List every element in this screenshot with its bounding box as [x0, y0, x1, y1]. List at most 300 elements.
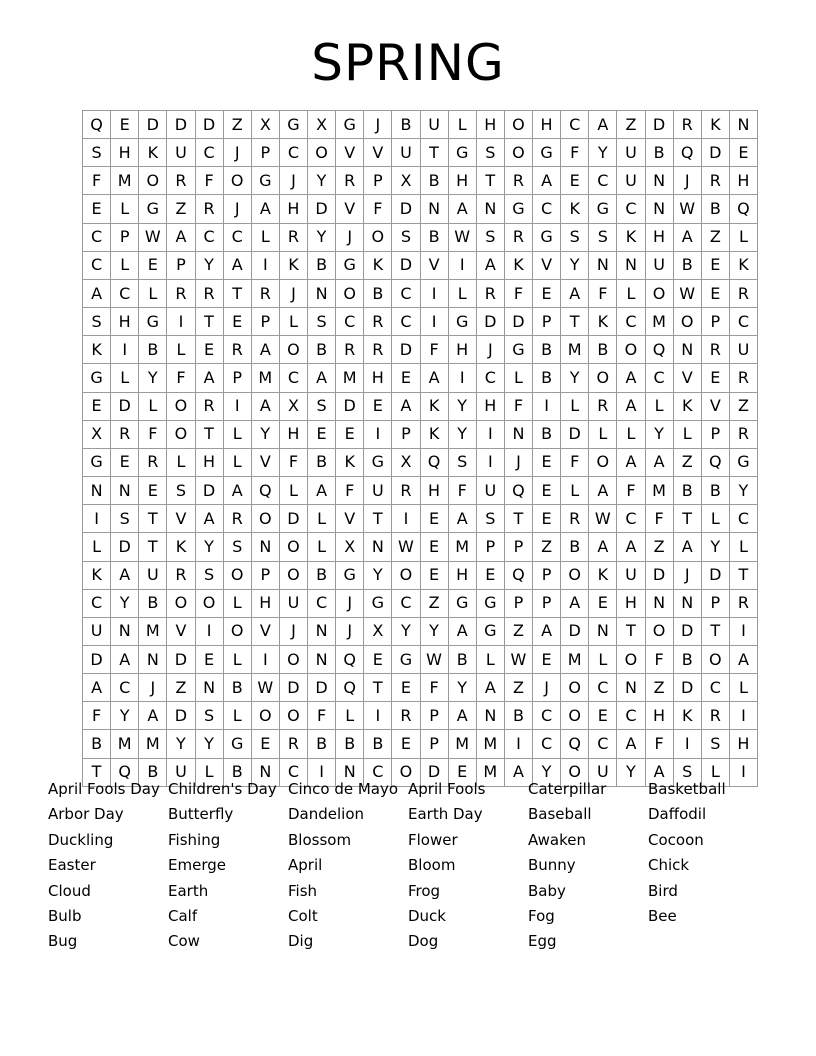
word-list-item: Daffodil [648, 805, 707, 824]
grid-cell: D [561, 420, 589, 448]
grid-cell: F [139, 420, 167, 448]
grid-cell: Q [83, 111, 111, 139]
grid-cell: R [701, 167, 729, 195]
grid-cell: Y [392, 617, 420, 645]
grid-cell: R [729, 279, 757, 307]
grid-cell: V [673, 364, 701, 392]
grid-cell: O [167, 392, 195, 420]
grid-cell: C [111, 674, 139, 702]
grid-cell: S [195, 702, 223, 730]
grid-cell: U [645, 251, 673, 279]
grid-cell: C [533, 702, 561, 730]
grid-cell: F [448, 477, 476, 505]
grid-cell: R [504, 223, 532, 251]
grid-cell: Y [308, 223, 336, 251]
grid-cell: C [279, 758, 307, 786]
grid-cell: A [617, 364, 645, 392]
grid-cell: R [279, 223, 307, 251]
grid-cell: N [589, 617, 617, 645]
grid-cell: N [308, 279, 336, 307]
grid-cell: B [308, 730, 336, 758]
grid-cell: E [392, 730, 420, 758]
grid-cell: N [617, 251, 645, 279]
grid-cell: X [364, 617, 392, 645]
grid-cell: V [167, 505, 195, 533]
grid-cell: O [561, 674, 589, 702]
grid-cell: B [139, 336, 167, 364]
grid-cell: U [279, 589, 307, 617]
grid-cell: R [223, 336, 251, 364]
grid-cell: D [645, 111, 673, 139]
grid-cell: F [645, 645, 673, 673]
grid-cell: I [83, 505, 111, 533]
word-list-item: Frog [408, 881, 441, 900]
grid-cell: L [195, 758, 223, 786]
grid-cell: O [336, 279, 364, 307]
word-list-item: Duckling [48, 830, 114, 849]
grid-cell: P [504, 589, 532, 617]
grid-cell: C [111, 279, 139, 307]
grid-cell: Y [729, 477, 757, 505]
grid-cell: O [392, 561, 420, 589]
grid-cell: R [729, 589, 757, 617]
word-list-item: Arbor Day [48, 805, 124, 824]
grid-cell: E [364, 645, 392, 673]
grid-cell: H [448, 336, 476, 364]
grid-cell: O [223, 167, 251, 195]
grid-cell: H [476, 111, 504, 139]
grid-cell: N [111, 617, 139, 645]
grid-cell: Y [420, 617, 448, 645]
grid-cell: T [617, 617, 645, 645]
grid-cell: B [533, 420, 561, 448]
grid-cell: C [392, 279, 420, 307]
grid-cell: U [167, 758, 195, 786]
grid-cell: J [673, 561, 701, 589]
grid-cell: C [701, 674, 729, 702]
grid-cell: T [504, 505, 532, 533]
grid-cell: E [420, 533, 448, 561]
grid-cell: V [167, 617, 195, 645]
grid-cell: J [336, 223, 364, 251]
grid-cell: Z [167, 195, 195, 223]
grid-cell: E [729, 139, 757, 167]
grid-cell: L [83, 533, 111, 561]
word-list-item: Flower [408, 830, 458, 849]
grid-cell: B [392, 111, 420, 139]
grid-cell: F [420, 336, 448, 364]
grid-cell: P [251, 139, 279, 167]
grid-cell: O [308, 139, 336, 167]
grid-cell: L [701, 758, 729, 786]
grid-cell: D [195, 477, 223, 505]
grid-cell: R [364, 308, 392, 336]
grid-cell: U [729, 336, 757, 364]
grid-cell: O [195, 589, 223, 617]
grid-cell: C [617, 308, 645, 336]
grid-cell: H [645, 702, 673, 730]
grid-cell: Y [111, 589, 139, 617]
grid-cell: N [589, 251, 617, 279]
grid-cell: M [336, 364, 364, 392]
grid-cell: R [251, 279, 279, 307]
grid-cell: A [251, 195, 279, 223]
grid-cell: I [729, 758, 757, 786]
grid-cell: S [476, 139, 504, 167]
grid-cell: L [589, 645, 617, 673]
grid-cell: B [673, 645, 701, 673]
grid-cell: G [279, 111, 307, 139]
grid-cell: B [701, 195, 729, 223]
grid-cell: A [645, 448, 673, 476]
grid-cell: A [476, 674, 504, 702]
grid-cell: U [139, 561, 167, 589]
grid-cell: H [533, 111, 561, 139]
grid-cell: B [223, 674, 251, 702]
grid-cell: B [223, 758, 251, 786]
grid-cell: R [336, 167, 364, 195]
grid-cell: S [448, 448, 476, 476]
grid-cell: F [645, 505, 673, 533]
grid-cell: J [139, 674, 167, 702]
grid-cell: R [195, 279, 223, 307]
grid-cell: A [448, 702, 476, 730]
grid-row [83, 561, 758, 589]
grid-cell: L [223, 589, 251, 617]
grid-cell: F [279, 448, 307, 476]
grid-cell: W [448, 223, 476, 251]
grid-cell: D [167, 645, 195, 673]
grid-cell: S [83, 308, 111, 336]
grid-cell: E [139, 251, 167, 279]
grid-cell: I [673, 730, 701, 758]
grid-cell: O [504, 111, 532, 139]
grid-row [83, 533, 758, 561]
grid-cell: S [308, 308, 336, 336]
grid-cell: V [251, 617, 279, 645]
grid-cell: E [223, 308, 251, 336]
grid-cell: W [139, 223, 167, 251]
grid-cell: J [673, 167, 701, 195]
grid-cell: B [308, 448, 336, 476]
grid-cell: O [561, 758, 589, 786]
grid-cell: O [167, 420, 195, 448]
grid-cell: W [673, 195, 701, 223]
grid-cell: A [195, 364, 223, 392]
grid-cell: C [561, 111, 589, 139]
grid-cell: O [589, 448, 617, 476]
grid-row [83, 448, 758, 476]
grid-cell: A [729, 645, 757, 673]
grid-cell: O [279, 702, 307, 730]
grid-cell: O [223, 561, 251, 589]
grid-cell: D [111, 392, 139, 420]
word-list-item: April Fools Day [48, 780, 160, 798]
grid-cell: S [673, 758, 701, 786]
grid-cell: Q [561, 730, 589, 758]
grid-cell: C [589, 167, 617, 195]
grid-cell: X [392, 448, 420, 476]
grid-row [83, 167, 758, 195]
grid-cell: Z [504, 674, 532, 702]
grid-cell: E [364, 392, 392, 420]
grid-cell: K [589, 308, 617, 336]
grid-cell: L [251, 223, 279, 251]
grid-cell: V [420, 251, 448, 279]
grid-cell: E [561, 167, 589, 195]
grid-cell: L [729, 533, 757, 561]
grid-cell: A [673, 223, 701, 251]
grid-cell: L [223, 448, 251, 476]
grid-cell: L [561, 477, 589, 505]
grid-cell: T [420, 139, 448, 167]
grid-cell: C [617, 195, 645, 223]
grid-row [83, 702, 758, 730]
grid-cell: R [701, 702, 729, 730]
grid-cell: K [83, 336, 111, 364]
grid-cell: H [645, 223, 673, 251]
grid-cell: X [251, 111, 279, 139]
grid-cell: V [701, 392, 729, 420]
grid-cell: M [251, 364, 279, 392]
grid-cell: B [139, 589, 167, 617]
grid-cell: A [139, 702, 167, 730]
grid-cell: O [279, 533, 307, 561]
grid-cell: B [336, 730, 364, 758]
grid-cell: M [476, 730, 504, 758]
grid-cell: B [308, 336, 336, 364]
grid-cell: N [420, 195, 448, 223]
grid-cell: P [364, 167, 392, 195]
grid-cell: U [617, 139, 645, 167]
grid-cell: A [251, 336, 279, 364]
grid-cell: T [364, 505, 392, 533]
grid-cell: A [223, 477, 251, 505]
grid-cell: X [336, 533, 364, 561]
grid-cell: K [561, 195, 589, 223]
grid-cell: D [701, 561, 729, 589]
grid-cell: J [279, 167, 307, 195]
grid-cell: O [589, 364, 617, 392]
grid-cell: A [308, 477, 336, 505]
grid-cell: G [139, 195, 167, 223]
grid-cell: D [139, 111, 167, 139]
grid-cell: A [589, 111, 617, 139]
grid-cell: A [476, 251, 504, 279]
grid-cell: F [589, 279, 617, 307]
word-list-item: Baby [528, 881, 566, 900]
word-list-item: Cow [168, 932, 200, 951]
grid-cell: G [251, 167, 279, 195]
grid-row [83, 505, 758, 533]
grid-cell: E [83, 195, 111, 223]
grid-cell: A [251, 392, 279, 420]
grid-cell: M [645, 308, 673, 336]
grid-cell: E [420, 561, 448, 589]
grid-cell: J [336, 617, 364, 645]
grid-cell: C [589, 730, 617, 758]
grid-cell: N [139, 645, 167, 673]
grid-cell: L [617, 279, 645, 307]
grid-cell: M [111, 167, 139, 195]
grid-cell: P [111, 223, 139, 251]
grid-cell: J [279, 279, 307, 307]
grid-cell: N [645, 167, 673, 195]
grid-cell: G [448, 589, 476, 617]
grid-cell: X [83, 420, 111, 448]
grid-cell: I [533, 392, 561, 420]
word-search-grid [82, 110, 758, 787]
grid-cell: T [729, 561, 757, 589]
grid-cell: B [701, 477, 729, 505]
word-list-item: Bug [48, 932, 78, 951]
grid-cell: E [251, 730, 279, 758]
word-list-item: Children's Day [168, 780, 277, 798]
grid-cell: K [504, 251, 532, 279]
grid-cell: A [561, 279, 589, 307]
grid-cell: N [251, 758, 279, 786]
grid-row [83, 392, 758, 420]
grid-cell: D [167, 702, 195, 730]
grid-cell: O [561, 702, 589, 730]
grid-cell: E [392, 674, 420, 702]
grid-cell: C [617, 505, 645, 533]
grid-cell: C [729, 505, 757, 533]
grid-cell: A [111, 561, 139, 589]
grid-row [83, 336, 758, 364]
grid-cell: O [167, 589, 195, 617]
grid-cell: K [673, 392, 701, 420]
grid-cell: I [251, 645, 279, 673]
grid-cell: N [645, 195, 673, 223]
grid-cell: U [589, 758, 617, 786]
grid-cell: K [673, 702, 701, 730]
grid-cell: B [561, 533, 589, 561]
grid-cell: L [279, 308, 307, 336]
grid-cell: Z [223, 111, 251, 139]
grid-cell: G [533, 139, 561, 167]
grid-cell: G [504, 195, 532, 223]
grid-cell: Z [167, 674, 195, 702]
grid-cell: E [533, 505, 561, 533]
grid-cell: L [336, 702, 364, 730]
grid-cell: L [139, 392, 167, 420]
grid-cell: O [617, 645, 645, 673]
grid-cell: Y [533, 758, 561, 786]
grid-cell: P [251, 561, 279, 589]
grid-cell: I [251, 251, 279, 279]
grid-cell: C [589, 674, 617, 702]
grid-cell: Q [420, 448, 448, 476]
grid-cell: D [308, 674, 336, 702]
grid-cell: D [392, 251, 420, 279]
grid-cell: M [111, 730, 139, 758]
grid-cell: E [533, 645, 561, 673]
grid-cell: F [195, 167, 223, 195]
grid-cell: R [476, 279, 504, 307]
grid-cell: C [83, 223, 111, 251]
word-list-item: Cocoon [648, 830, 704, 849]
grid-cell: C [729, 308, 757, 336]
grid-cell: I [195, 617, 223, 645]
grid-cell: F [617, 477, 645, 505]
grid-cell: K [279, 251, 307, 279]
grid-cell: T [139, 505, 167, 533]
word-list-item: Dig [288, 932, 314, 951]
grid-cell: N [83, 477, 111, 505]
grid-cell: J [533, 674, 561, 702]
word-list-item: Emerge [168, 856, 226, 875]
grid-cell: T [139, 533, 167, 561]
grid-cell: U [420, 111, 448, 139]
grid-cell: Z [533, 533, 561, 561]
grid-cell: R [729, 364, 757, 392]
grid-cell: E [533, 279, 561, 307]
grid-cell: G [448, 139, 476, 167]
grid-cell: A [83, 674, 111, 702]
word-list-item: April Fools [408, 780, 486, 798]
grid-cell: L [448, 279, 476, 307]
word-list-item: Blossom [288, 830, 352, 849]
grid-cell: Q [504, 477, 532, 505]
grid-cell: U [617, 167, 645, 195]
word-list-item: Dog [408, 932, 439, 951]
grid-cell: K [729, 251, 757, 279]
grid-cell: G [336, 251, 364, 279]
grid-cell: O [279, 561, 307, 589]
grid-cell: T [364, 674, 392, 702]
grid-cell: A [504, 758, 532, 786]
grid-cell: H [448, 167, 476, 195]
grid-cell: Z [420, 589, 448, 617]
grid-cell: L [448, 111, 476, 139]
grid-cell: Y [195, 251, 223, 279]
word-list-item: Fishing [168, 830, 221, 849]
grid-cell: D [673, 617, 701, 645]
grid-cell: V [251, 448, 279, 476]
grid-cell: D [645, 561, 673, 589]
word-list-item: Chick [648, 856, 690, 875]
grid-cell: N [364, 533, 392, 561]
grid-cell: E [111, 111, 139, 139]
grid-cell: X [279, 392, 307, 420]
grid-cell: Z [645, 674, 673, 702]
grid-cell: B [589, 336, 617, 364]
grid-cell: E [476, 561, 504, 589]
word-list-item: Bulb [48, 906, 82, 925]
grid-cell: T [195, 420, 223, 448]
grid-cell: Y [645, 420, 673, 448]
grid-cell: U [364, 477, 392, 505]
grid-cell: H [420, 477, 448, 505]
grid-cell: D [392, 195, 420, 223]
grid-cell: A [561, 589, 589, 617]
grid-cell: R [139, 448, 167, 476]
grid-cell: I [364, 702, 392, 730]
word-list [48, 778, 788, 956]
word-list-item: Colt [288, 906, 318, 925]
grid-cell: P [701, 589, 729, 617]
grid-cell: B [420, 223, 448, 251]
grid-cell: H [111, 308, 139, 336]
grid-cell: Y [448, 674, 476, 702]
grid-cell: C [336, 308, 364, 336]
grid-cell: I [504, 730, 532, 758]
grid-cell: Y [617, 758, 645, 786]
grid-cell: I [448, 251, 476, 279]
grid-cell: P [223, 364, 251, 392]
word-list-item: Cinco de Mayo [288, 780, 399, 798]
